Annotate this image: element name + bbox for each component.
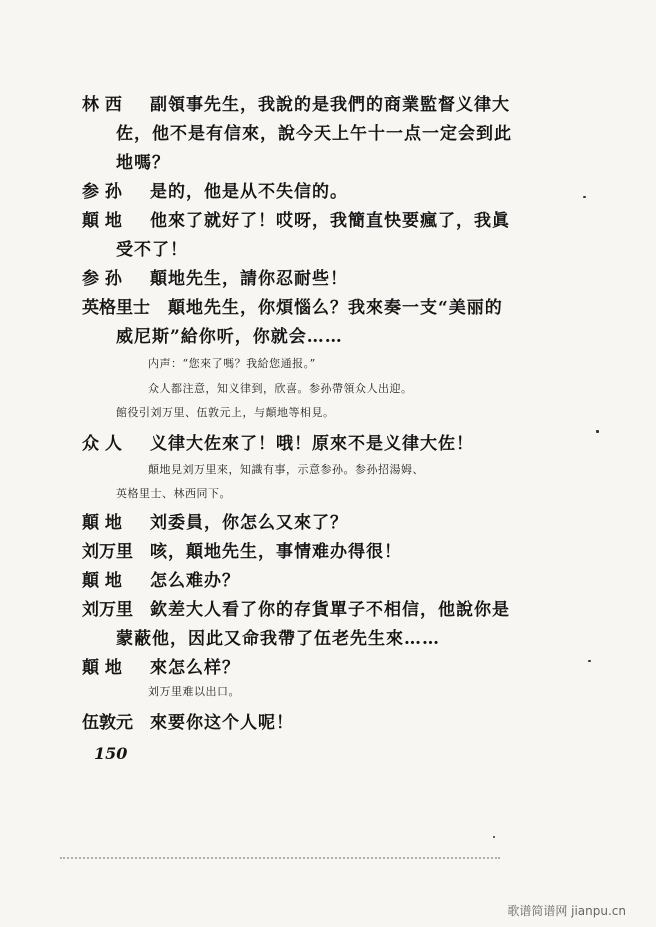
speaker-label: 顛 地 — [82, 658, 122, 678]
dialogue-text: 地嗎？ — [116, 153, 170, 173]
dialogue-text: 是的，他是从不失信的。 — [150, 182, 348, 202]
dialogue-text: 义律大佐來了！哦！原來不是义律大佐！ — [150, 434, 474, 454]
dialogue-text: 咳，顛地先生，事情难办得很！ — [150, 542, 402, 562]
dialogue-text: 顛地先生，你煩惱么？我來奏一支“美丽的 — [168, 298, 503, 318]
dialogue-text: 來要你这个人呢！ — [150, 713, 294, 733]
dialogue-text: 顛地先生，請你忍耐些！ — [150, 269, 348, 289]
stage-direction: 館役引刘万里、伍敦元上，与顛地等相見。 — [116, 406, 335, 419]
speaker-label: 伍敦元 — [82, 713, 133, 733]
speaker-label: 刘万里 — [82, 600, 133, 620]
speaker-label: 参 孙 — [82, 269, 122, 289]
scan-speck — [588, 660, 591, 662]
speaker-label: 顛 地 — [82, 211, 122, 231]
speaker-label: 众 人 — [82, 434, 122, 454]
dialogue-text: 佐，他不是有信來，說今天上午十一点一定会到此 — [116, 124, 512, 144]
dialogue-text: 欽差大人看了你的存貨單子不相信，他說你是 — [150, 600, 510, 620]
stage-direction: 顛地見刘万里來，知識有事，示意参孙。参孙招湯姆、 — [148, 463, 424, 476]
scan-speck — [596, 430, 599, 433]
dialogue-text: 受不了！ — [116, 240, 188, 260]
stage-direction: 刘万里难以出口。 — [148, 685, 240, 698]
dialogue-text: 蒙蔽他，因此又命我帶了伍老先生來…… — [116, 629, 440, 649]
dialogue-text: 副領事先生，我說的是我們的商業監督义律大 — [150, 95, 510, 115]
page-number: 150 — [94, 744, 128, 763]
scan-edge-line — [60, 857, 500, 861]
dialogue-text: 威尼斯”給你听，你就会…… — [116, 327, 343, 347]
dialogue-text: 他來了就好了！哎呀，我簡直快要瘋了，我眞 — [150, 211, 510, 231]
stage-direction: 众人都注意，知义律到，欣喜。参孙帶領众人出迎。 — [148, 382, 413, 395]
watermark: 歌谱简谱网 jianpu.cn — [507, 904, 626, 918]
speaker-label: 刘万里 — [82, 542, 133, 562]
speaker-label: 英格里士 — [82, 298, 150, 318]
scan-speck — [583, 196, 586, 198]
dialogue-text: 刘委員，你怎么又來了？ — [150, 513, 348, 533]
dialogue-text: 怎么难办？ — [150, 571, 240, 591]
speaker-label: 参 孙 — [82, 182, 122, 202]
dialogue-text: 來怎么样？ — [150, 658, 240, 678]
stage-direction: 英格里士、林西同下。 — [116, 487, 231, 500]
speaker-label: 顛 地 — [82, 571, 122, 591]
stage-direction: 内声：“您來了嗎？我給您通报。” — [148, 357, 316, 370]
speaker-label: 林 西 — [82, 95, 122, 115]
speaker-label: 顛 地 — [82, 513, 122, 533]
scan-speck — [493, 836, 495, 838]
